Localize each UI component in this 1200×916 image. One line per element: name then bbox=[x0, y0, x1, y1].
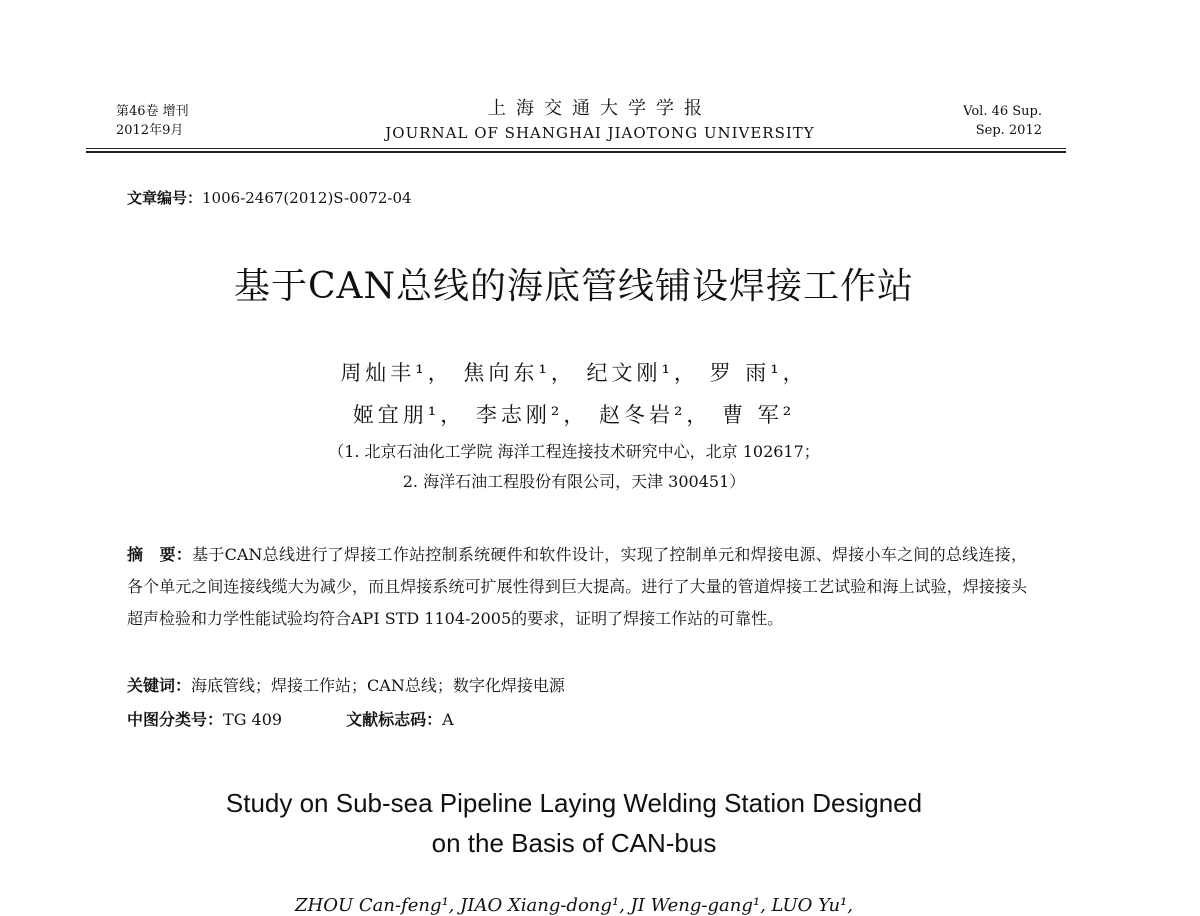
header-date-en: Sep. 2012 bbox=[975, 123, 1042, 138]
doc-code-value: A bbox=[442, 710, 454, 729]
journal-name-cn: 上海交通大学学报 bbox=[488, 98, 712, 119]
affiliation-line2: 2. 海洋石油工程股份有限公司，天津 300451） bbox=[402, 472, 746, 491]
header-volume bbox=[116, 102, 189, 140]
doc-code-label: 文献标志码： bbox=[346, 710, 443, 729]
authors-cn-line2: 姬宜朋¹， 李志刚²， 赵冬岩²， 曹 军² bbox=[352, 403, 796, 427]
article-number bbox=[127, 187, 412, 208]
abstract-label: 摘 要： bbox=[127, 545, 193, 564]
authors-en-line1: ZHOU Can-feng¹, JIAO Xiang-dong¹, JI Weng-gang¹, LUO Yu¹, bbox=[295, 895, 853, 916]
header-journal bbox=[250, 96, 950, 144]
article-number-value: 1006-2467(2012)S-0072-04 bbox=[202, 189, 412, 207]
header-volume-cn: 第46卷 增刊 bbox=[116, 104, 189, 119]
header-date-cn: 2012年9月 bbox=[116, 123, 184, 138]
abstract bbox=[127, 539, 1027, 635]
authors-cn-line1: 周灿丰¹， 焦向东¹， 纪文刚¹， 罗 雨¹， bbox=[340, 361, 808, 385]
header-rule-thick bbox=[86, 151, 1066, 153]
keywords bbox=[127, 673, 565, 696]
classification bbox=[127, 707, 454, 730]
journal-name-en: JOURNAL OF SHANGHAI JIAOTONG UNIVERSITY bbox=[385, 124, 815, 142]
header-volume-en bbox=[963, 102, 1042, 140]
title-en-line2: on the Basis of CAN-bus bbox=[431, 828, 717, 858]
header-rule-thin bbox=[86, 148, 1066, 149]
title-cn: 基于CAN总线的海底管线铺设焊接工作站 bbox=[233, 266, 915, 307]
header-volume-en-line: Vol. 46 Sup. bbox=[963, 104, 1042, 119]
article-number-label: 文章编号： bbox=[127, 189, 203, 207]
title-en-line1: Study on Sub-sea Pipeline Laying Welding Station Designed bbox=[225, 788, 923, 818]
keywords-text: 海底管线；焊接工作站；CAN总线；数字化焊接电源 bbox=[191, 676, 565, 695]
keywords-label: 关键词： bbox=[127, 676, 192, 695]
affiliation-line1: （1. 北京石油化工学院 海洋工程连接技术研究中心，北京 102617； bbox=[328, 442, 820, 461]
abstract-text: 基于CAN总线进行了焊接工作站控制系统硬件和软件设计，实现了控制单元和焊接电源、焊接小车之间的总线连接，各个单元之间连接线缆大为减少，而且焊接系统可扩展性得到巨大提高。进行了大量的管道焊接工艺试验和海上试验，焊接接头超声检验和力学性能试验均符合API STD 1104-2005的要求，证明了焊接工作站的可靠性。 bbox=[127, 545, 1027, 628]
clc-label: 中图分类号： bbox=[127, 710, 224, 729]
clc-value: TG 409 bbox=[223, 710, 283, 729]
